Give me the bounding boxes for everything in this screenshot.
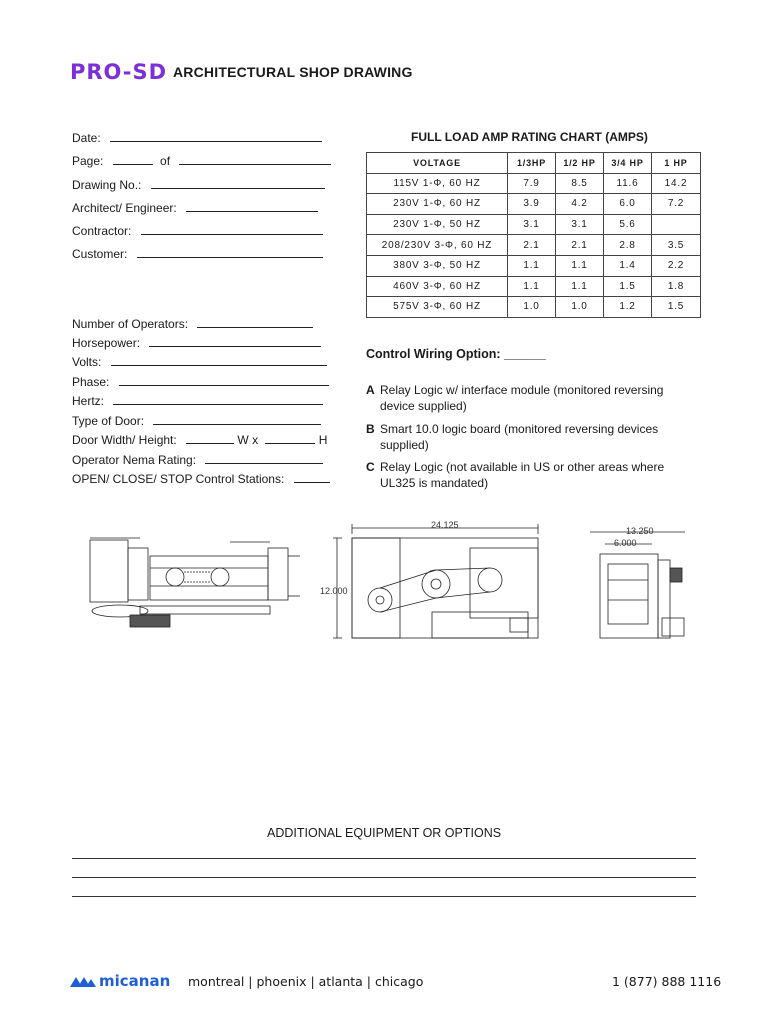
option-letter: A xyxy=(366,383,375,397)
amp-cell: 1.2 xyxy=(604,297,652,318)
option-letter: B xyxy=(366,422,375,436)
page-of-label: of xyxy=(160,154,171,168)
footer-phone: 1 (877) 888 1116 xyxy=(612,974,722,989)
amp-cell: 7.9 xyxy=(508,173,556,194)
amp-cell: 1.4 xyxy=(604,255,652,276)
customer-label: Customer: xyxy=(72,247,128,261)
volts-label: Volts: xyxy=(72,355,102,369)
door-width-unit: W x xyxy=(237,433,259,447)
amp-cell: 3.1 xyxy=(556,214,604,235)
side-outer-dim: 13.250 xyxy=(626,526,654,536)
amp-cell: 1.0 xyxy=(556,297,604,318)
wiring-option-b[interactable] xyxy=(366,421,706,453)
amp-cell: 1.5 xyxy=(652,297,701,318)
front-view-drawing xyxy=(333,524,538,638)
voltage-cell: 230V 1-Φ, 60 HZ xyxy=(367,194,508,215)
date-field[interactable] xyxy=(72,130,322,145)
additional-line-2[interactable] xyxy=(72,877,696,878)
amp-cell: 14.2 xyxy=(652,173,701,194)
amp-cell xyxy=(652,214,701,235)
table-row xyxy=(367,276,701,297)
header-one-hp: 1 HP xyxy=(652,153,701,174)
additional-line-1[interactable] xyxy=(72,858,696,859)
horsepower-field[interactable] xyxy=(72,335,321,350)
option-text: Relay Logic (not available in US or other areas where UL325 is mandated) xyxy=(380,460,665,490)
table-row xyxy=(367,235,701,256)
control-wiring-title: Control Wiring Option: ______ xyxy=(366,347,546,361)
door-type-label: Type of Door: xyxy=(72,414,145,428)
amp-cell: 2.1 xyxy=(508,235,556,256)
wiring-option-a[interactable] xyxy=(366,382,706,414)
operators-label: Number of Operators: xyxy=(72,317,189,331)
option-text: Smart 10.0 logic board (monitored reversing devices supplied) xyxy=(380,422,659,452)
amp-cell: 1.0 xyxy=(508,297,556,318)
stations-label: OPEN/ CLOSE/ STOP Control Stations: xyxy=(72,472,285,486)
amp-cell: 3.9 xyxy=(508,194,556,215)
amp-cell: 5.6 xyxy=(604,214,652,235)
volts-field[interactable] xyxy=(72,354,327,369)
amp-cell: 1.1 xyxy=(508,255,556,276)
front-width-dim: 24.125 xyxy=(431,520,459,530)
amp-cell: 3.1 xyxy=(508,214,556,235)
nema-label: Operator Nema Rating: xyxy=(72,453,197,467)
footer-cities: montreal | phoenix | atlanta | chicago xyxy=(188,974,424,989)
voltage-cell: 575V 3-Φ, 60 HZ xyxy=(367,297,508,318)
front-height-dim: 12.000 xyxy=(320,586,348,596)
top-view-drawing xyxy=(90,538,300,627)
table-row xyxy=(367,297,701,318)
header-three-quarter-hp: 3/4 HP xyxy=(604,153,652,174)
amp-cell: 2.8 xyxy=(604,235,652,256)
table-row xyxy=(367,194,701,215)
amp-cell: 4.2 xyxy=(556,194,604,215)
nema-field[interactable] xyxy=(72,452,323,467)
table-row xyxy=(367,214,701,235)
amp-cell: 6.0 xyxy=(604,194,652,215)
amp-cell: 8.5 xyxy=(556,173,604,194)
table-row xyxy=(367,173,701,194)
contractor-field[interactable] xyxy=(72,223,323,238)
door-type-field[interactable] xyxy=(72,413,321,428)
customer-field[interactable] xyxy=(72,246,323,261)
page-field[interactable] xyxy=(72,153,331,168)
amp-cell: 7.2 xyxy=(652,194,701,215)
date-label: Date: xyxy=(72,131,101,145)
table-header-row xyxy=(367,153,701,174)
hertz-field[interactable] xyxy=(72,393,323,408)
chart-title: FULL LOAD AMP RATING CHART (AMPS) xyxy=(411,130,648,144)
micanan-logo xyxy=(70,972,170,990)
header-voltage: VOLTAGE xyxy=(367,153,508,174)
phase-field[interactable] xyxy=(72,374,329,389)
side-view-drawing xyxy=(590,532,685,638)
stations-field[interactable] xyxy=(72,471,330,486)
door-size-label: Door Width/ Height: xyxy=(72,433,177,447)
side-inner-dim: 6.000 xyxy=(614,538,637,548)
option-letter: C xyxy=(366,460,375,474)
architect-field[interactable] xyxy=(72,200,318,215)
door-size-field[interactable] xyxy=(72,432,327,447)
header-half-hp: 1/2 HP xyxy=(556,153,604,174)
amp-cell: 3.5 xyxy=(652,235,701,256)
amp-rating-table xyxy=(366,152,701,318)
micanan-wordmark: micanan xyxy=(99,972,171,990)
amp-cell: 1.5 xyxy=(604,276,652,297)
architect-label: Architect/ Engineer: xyxy=(72,201,177,215)
phase-label: Phase: xyxy=(72,375,110,389)
voltage-cell: 230V 1-Φ, 50 HZ xyxy=(367,214,508,235)
operators-field[interactable] xyxy=(72,316,313,331)
hertz-label: Hertz: xyxy=(72,394,105,408)
brand-logo: PRO-SD xyxy=(70,60,168,84)
amp-cell: 2.1 xyxy=(556,235,604,256)
header-third-hp: 1/3HP xyxy=(508,153,556,174)
amp-cell: 1.1 xyxy=(556,276,604,297)
amp-cell: 1.1 xyxy=(556,255,604,276)
wiring-option-c[interactable] xyxy=(366,459,706,491)
table-row xyxy=(367,255,701,276)
amp-cell: 11.6 xyxy=(604,173,652,194)
voltage-cell: 115V 1-Φ, 60 HZ xyxy=(367,173,508,194)
additional-equipment-title: ADDITIONAL EQUIPMENT OR OPTIONS xyxy=(267,826,502,840)
amp-cell: 2.2 xyxy=(652,255,701,276)
page-title: ARCHITECTURAL SHOP DRAWING xyxy=(173,64,413,80)
contractor-label: Contractor: xyxy=(72,224,132,238)
horsepower-label: Horsepower: xyxy=(72,336,141,350)
operator-drawings xyxy=(80,520,700,650)
door-height-unit: H xyxy=(318,433,328,447)
voltage-cell: 380V 3-Φ, 50 HZ xyxy=(367,255,508,276)
additional-line-3[interactable] xyxy=(72,896,696,897)
page-label: Page: xyxy=(72,154,104,168)
drawing-no-field[interactable] xyxy=(72,177,325,192)
voltage-cell: 208/230V 3-Φ, 60 HZ xyxy=(367,235,508,256)
amp-cell: 1.1 xyxy=(508,276,556,297)
drawing-no-label: Drawing No.: xyxy=(72,178,142,192)
amp-cell: 1.8 xyxy=(652,276,701,297)
option-text: Relay Logic w/ interface module (monitored reversing device supplied) xyxy=(380,383,664,413)
micanan-mark-icon xyxy=(70,974,96,988)
voltage-cell: 460V 3-Φ, 60 HZ xyxy=(367,276,508,297)
